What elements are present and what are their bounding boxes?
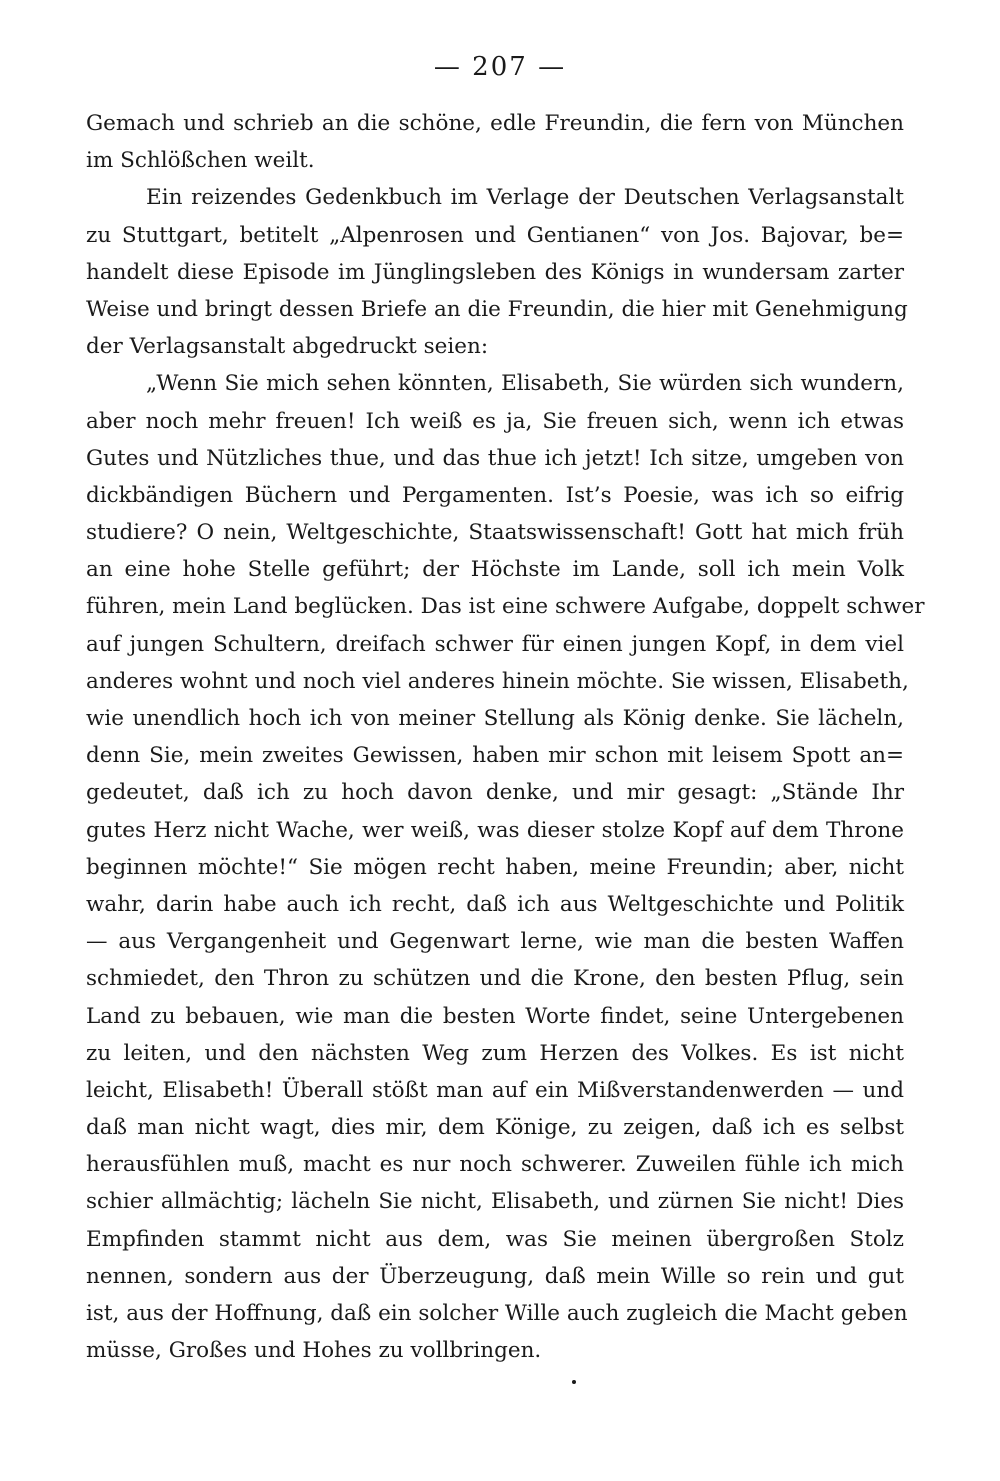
text-line: herausfühlen muß, macht es nur noch schwerer. Zuweilen fühle ich mich <box>86 1152 904 1178</box>
text-line: wie unendlich hoch ich von meiner Stellung als König denke. Sie lächeln, <box>86 706 904 731</box>
text-line: Land zu bebauen, wie man die besten Worte findet, seine Untergebenen <box>86 1003 904 1029</box>
text-line: daß man nicht wagt, dies mir, dem Könige, zu zeigen, daß ich es selbst <box>86 1115 904 1141</box>
text-line: schmiedet, den Thron zu schützen und die Krone, den besten Pflug, sein <box>86 966 904 992</box>
text-line: beginnen möchte!“ Sie mögen recht haben, meine Freundin; aber, nicht <box>86 854 904 880</box>
text-line: handelt diese Episode im Jünglingsleben des Königs in wundersam zarter <box>86 259 904 285</box>
text-line: auf jungen Schultern, dreifach schwer für einen jungen Kopf, in dem viel <box>86 631 904 657</box>
text-line: zu Stuttgart, betitelt „Alpenrosen und Gentianen“ von Jos. Bajovar, be= <box>86 222 904 248</box>
text-line: müsse, Großes und Hohes zu vollbringen. <box>86 1338 542 1364</box>
text-line: wahr, darin habe auch ich recht, daß ich aus Weltgeschichte und Politik <box>86 891 904 917</box>
text-line: gedeutet, daß ich zu hoch davon denke, und mir gesagt: „Stände Ihr <box>86 780 904 806</box>
text-line: an eine hohe Stelle geführt; der Höchste im Lande, soll ich mein Volk <box>86 557 904 583</box>
text-line: aber noch mehr freuen! Ich weiß es ja, Sie freuen sich, wenn ich etwas <box>86 408 904 434</box>
text-line: zu leiten, und den nächsten Weg zum Herzen des Volkes. Es ist nicht <box>86 1040 904 1066</box>
text-line: „Wenn Sie mich sehen könnten, Elisabeth, Sie würden sich wundern, <box>146 371 904 397</box>
print-speck <box>572 1380 576 1384</box>
text-line: leicht, Elisabeth! Überall stößt man auf ein Mißverstandenwerden — und <box>86 1077 904 1103</box>
text-line: anderes wohnt und noch viel anderes hinein möchte. Sie wissen, Elisabeth, <box>86 668 909 694</box>
page-number: — 207 — <box>433 52 567 82</box>
text-line: denn Sie, mein zweites Gewissen, haben mir schon mit leisem Spott an= <box>86 743 904 769</box>
text-line: Gutes und Nützliches thue, und das thue ich jetzt! Ich sitze, umgeben von <box>86 445 904 471</box>
body-text <box>86 105 925 1369</box>
text-line: Weise und bringt dessen Briefe an die Freundin, die hier mit Genehmigung <box>86 296 908 322</box>
text-line: schier allmächtig; lächeln Sie nicht, Elisabeth, und zürnen Sie nicht! Dies <box>86 1189 904 1215</box>
text-line: nennen, sondern aus der Überzeugung, daß mein Wille so rein und gut <box>86 1263 904 1289</box>
text-line: im Schlößchen weilt. <box>86 148 315 174</box>
text-line: der Verlagsanstalt abgedruckt seien: <box>86 334 489 360</box>
text-line: studiere? O nein, Weltgeschichte, Staatswissenschaft! Gott hat mich früh <box>86 520 904 546</box>
text-line: Empfinden stammt nicht aus dem, was Sie meinen übergroßen Stolz <box>86 1226 904 1252</box>
text-line: Ein reizendes Gedenkbuch im Verlage der Deutschen Verlagsanstalt <box>146 185 904 211</box>
text-line: ist, aus der Hoffnung, daß ein solcher Wille auch zugleich die Macht geben <box>86 1301 908 1326</box>
text-line: — aus Vergangenheit und Gegenwart lerne, wie man die besten Waffen <box>86 929 904 955</box>
text-line: gutes Herz nicht Wache, wer weiß, was dieser stolze Kopf auf dem Throne <box>86 817 904 843</box>
text-line: Gemach und schrieb an die schöne, edle Freundin, die fern von München <box>86 111 904 136</box>
text-line: führen, mein Land beglücken. Das ist eine schwere Aufgabe, doppelt schwer <box>86 594 925 620</box>
text-line: dickbändigen Büchern und Pergamenten. Ist’s Poesie, was ich so eifrig <box>86 482 904 508</box>
